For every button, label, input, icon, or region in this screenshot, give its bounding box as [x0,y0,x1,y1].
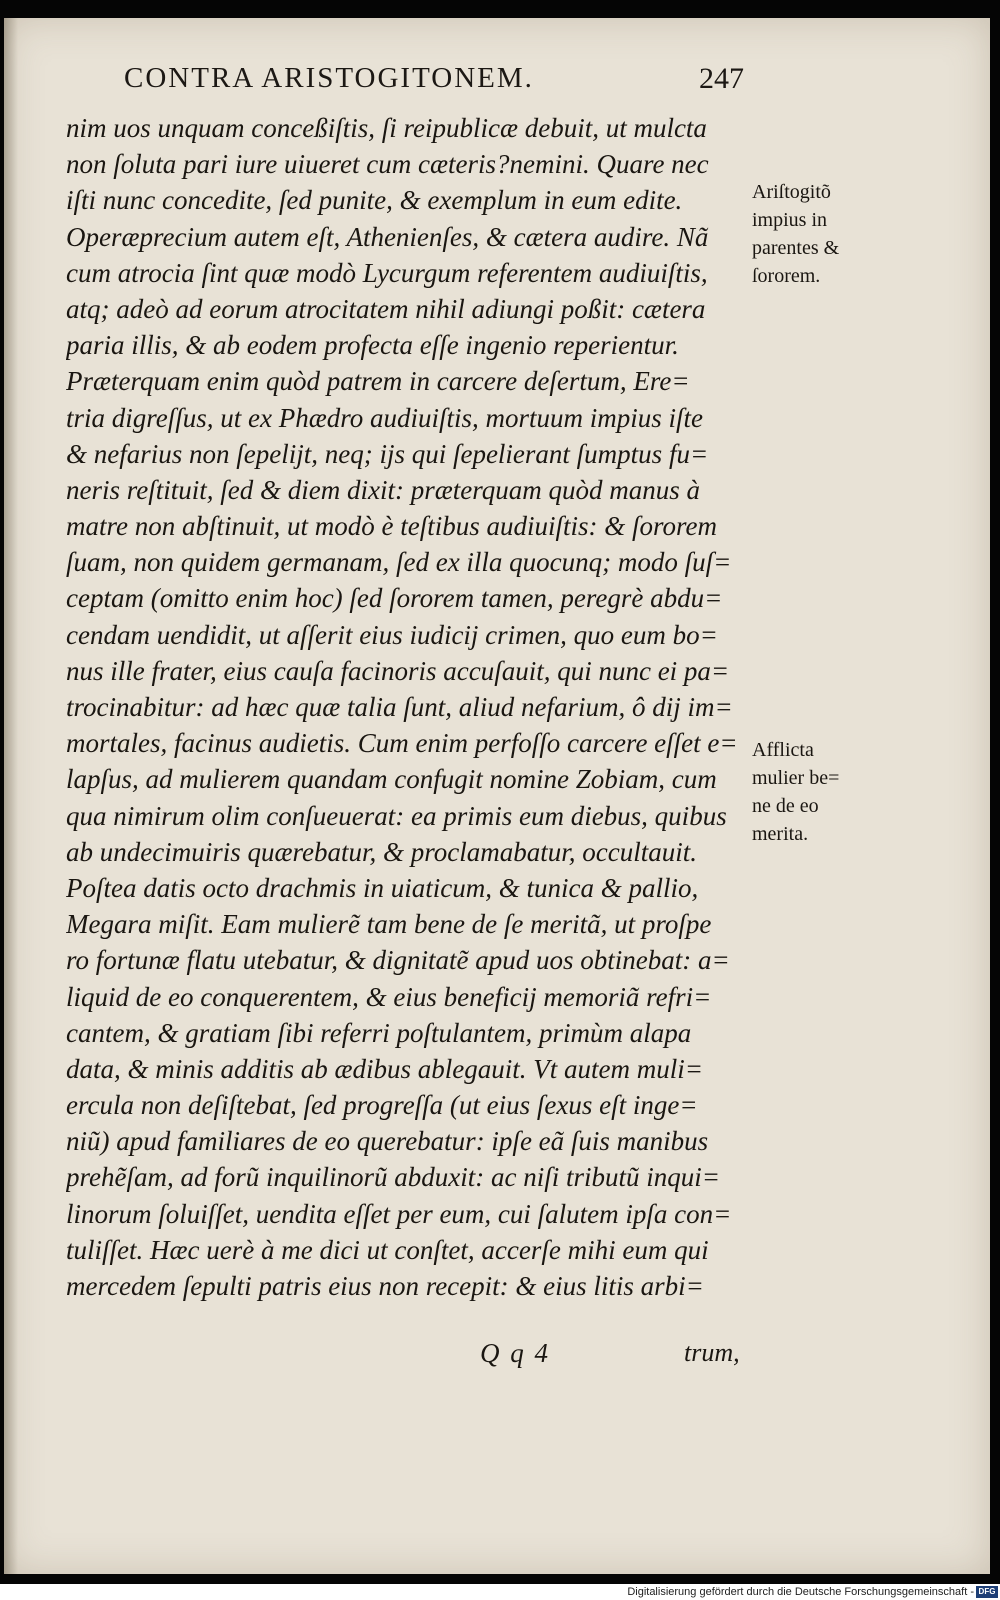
text-line: nim uos unquam conceßiſtis, ſi reipublicæ debuit, ut mulcta [66,113,707,143]
page-number: 247 [699,62,744,95]
signature-mark: Q q 4 [480,1338,550,1368]
text-line: Operæprecium autem eſt, Athenienſes, & cætera audire. Nã [66,221,709,252]
text-line: mortales, facinus audietis. Cum enim perfoſſo carcere eſſet e= [66,728,738,759]
main-text-block [66,110,746,1304]
marginal-note-line: mulier be= [752,767,840,789]
marginal-note-afflicta [752,736,892,848]
text-line: mercedem ſepulti patris eius non recepit: & eius litis arbi= [66,1271,704,1301]
digitization-footer [0,1584,1000,1600]
text-line: qua nimirum olim conſueuerat: ea primis eum diebus, quibus [66,800,727,831]
book-page [4,18,990,1574]
text-line: ro fortunæ flatu utebatur, & dignitatẽ apud uos obtinebat: a= [66,945,730,976]
text-line: data, & minis additis ab ædibus ablegauit. Vt autem muli= [66,1053,703,1084]
text-line: linorum ſoluiſſet, uendita eſſet per eum, cui ſalutem ipſa con= [66,1198,732,1229]
text-line: atq; adeò ad eorum atrocitatem nihil adiungi poßit: cætera [66,293,706,324]
gutter-shadow [4,18,18,1574]
running-title: CONTRA ARISTOGITONEM. [124,62,534,94]
text-line: ſuam, non quidem germanam, ſed ex illa quocunq; modo ſuſ= [66,547,732,578]
text-line: ercula non deſiſtebat, ſed progreſſa (ut eius ſexus eſt inge= [66,1090,698,1121]
funding-credit: Digitalisierung gefördert durch die Deutsche Forschungsgemeinschaft - [627,1586,974,1598]
marginal-note-line: impius in [752,209,828,231]
text-line: prehẽſam, ad forũ inquilinorũ abduxit: ac niſi tributũ inqui= [66,1162,720,1193]
text-line: lapſus, ad mulierem quandam confugit nomine Zobiam, cum [66,764,717,795]
text-line: liquid de eo conquerentem, & eius beneficij memoriã refri= [66,981,712,1012]
dfg-logo: DFG [976,1586,998,1598]
text-line: & nefarius non ſepelijt, neq; ijs qui ſepelierant ſumptus fu= [66,438,709,469]
running-head [124,62,744,102]
marginal-note-aristogiton [752,178,892,290]
text-line: Præterquam enim quòd patrem in carcere deſertum, Ere= [66,366,690,397]
marginal-note-line: parentes & [752,237,840,259]
text-line: Poſtea datis octo drachmis in uiaticum, & tunica & pallio, [66,872,699,903]
text-line: neris reſtituit, ſed & diem dixit: præterquam quòd manus à [66,474,700,505]
text-line: cum atrocia ſint quæ modò Lycurgum referentem audiuiſtis, [66,257,708,288]
catchword: trum, [684,1338,740,1367]
marginal-note-line: Afflicta [752,739,814,761]
text-line: tuliſſet. Hæc uerè à me dici ut conſtet, accerſe mihi eum qui [66,1234,709,1265]
text-line: niũ) apud familiares de eo querebatur: ipſe eã ſuis manibus [66,1126,709,1157]
text-line: tria digreſſus, ut ex Phædro audiuiſtis, mortuum impius iſte [66,402,704,433]
text-line: trocinabitur: ad hæc quæ talia ſunt, aliud nefarium, ô dij im= [66,692,733,722]
text-line: cendam uendidit, ut aſſerit eius iudicij crimen, quo eum bo= [66,619,718,650]
text-line: ceptam (omitto enim hoc) ſed ſororem tamen, peregrè abdu= [66,583,723,614]
text-line: iſti nunc concedite, ſed punite, & exemplum in eum edite. [66,185,683,216]
text-line: non ſoluta pari iure uiueret cum cæteris?nemini. Quare nec [66,149,709,180]
text-line: matre non abſtinuit, ut modò è teſtibus audiuiſtis: & ſororem [66,511,717,542]
marginal-note-line: Ariſtogitõ [752,181,831,203]
marginal-note-line: ne de eo [752,795,819,817]
text-line: paria illis, & ab eodem profecta eſſe ingenio reperientur. [66,330,679,361]
text-line: nus ille frater, eius cauſa facinoris accuſauit, qui nunc ei pa= [66,655,730,686]
text-line: ab undecimuiris quærebatur, & proclamabatur, occultauit. [66,836,697,867]
text-line: Megara miſit. Eam mulierẽ tam bene de ſe meritã, ut proſpe [66,909,712,940]
text-line: cantem, & gratiam ſibi referri poſtulantem, primùm alapa [66,1017,692,1048]
marginal-note-line: ſororem. [752,265,821,287]
marginal-note-line: merita. [752,823,809,845]
